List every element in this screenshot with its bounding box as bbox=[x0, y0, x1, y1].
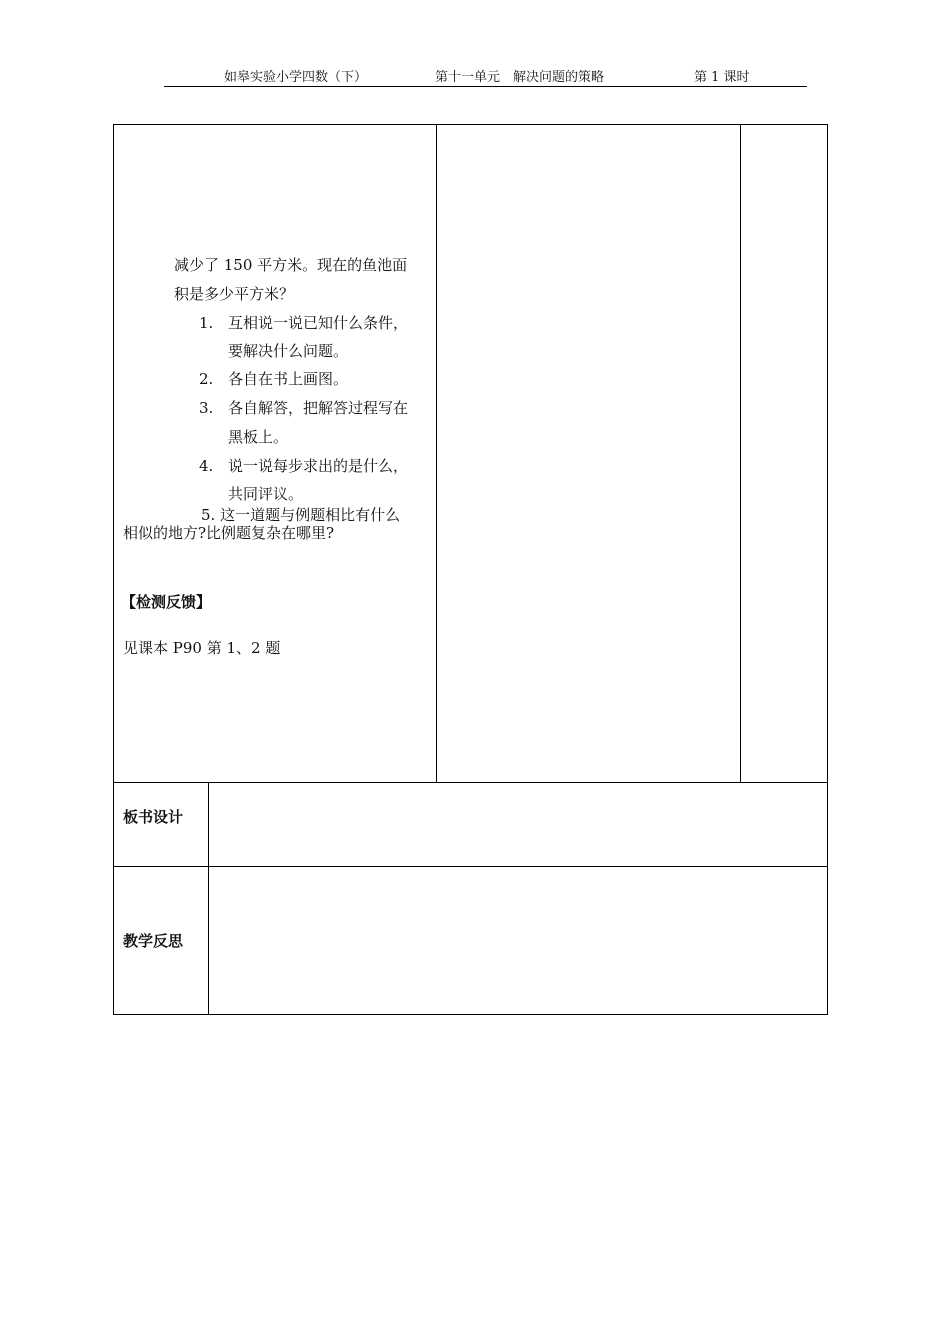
problem-text-line1: 减少了 150 平方米。现在的鱼池面 bbox=[174, 256, 408, 274]
problem-text-line2: 积是多少平方米？ bbox=[174, 285, 295, 303]
step-4-line2: 共同评议。 bbox=[228, 485, 304, 503]
board-design-label: 板书设计 bbox=[123, 808, 184, 826]
header-school: 如皋实验小学四数（下） bbox=[224, 70, 368, 85]
step-1-number: 1. bbox=[199, 314, 214, 332]
feedback-text: 见课本 P90 第 1、2 题 bbox=[123, 639, 281, 657]
step-4-line1: 说一说每步求出的是什么， bbox=[228, 457, 409, 475]
step-2-line1: 各自在书上画图。 bbox=[228, 370, 349, 388]
step-5-line2: 相似的地方?比例题复杂在哪里? bbox=[123, 524, 335, 542]
column-divider-2 bbox=[740, 124, 741, 783]
column-divider-1 bbox=[436, 124, 437, 783]
header-unit: 第十一单元 解决问题的策略 bbox=[435, 70, 605, 85]
row-divider-1 bbox=[113, 782, 828, 783]
step-3-line2: 黑板上。 bbox=[228, 428, 289, 446]
step-4-number: 4. bbox=[199, 457, 214, 475]
header-lesson: 第 1 课时 bbox=[694, 70, 750, 85]
step-3-number: 3. bbox=[199, 399, 214, 417]
row-divider-2 bbox=[113, 866, 828, 867]
feedback-heading: 【检测反馈】 bbox=[121, 593, 212, 611]
step-1-line1: 互相说一说已知什么条件， bbox=[228, 314, 409, 332]
teaching-reflection-label: 教学反思 bbox=[123, 932, 184, 950]
step-1-line2: 要解决什么问题。 bbox=[228, 342, 349, 360]
page-header bbox=[164, 66, 807, 87]
step-3-line1: 各自解答，把解答过程写在 bbox=[228, 399, 409, 417]
step-5-line1: 5. 这一道题与例题相比有什么 bbox=[201, 506, 401, 524]
label-column-divider bbox=[208, 782, 209, 1015]
step-2-number: 2. bbox=[199, 370, 214, 388]
